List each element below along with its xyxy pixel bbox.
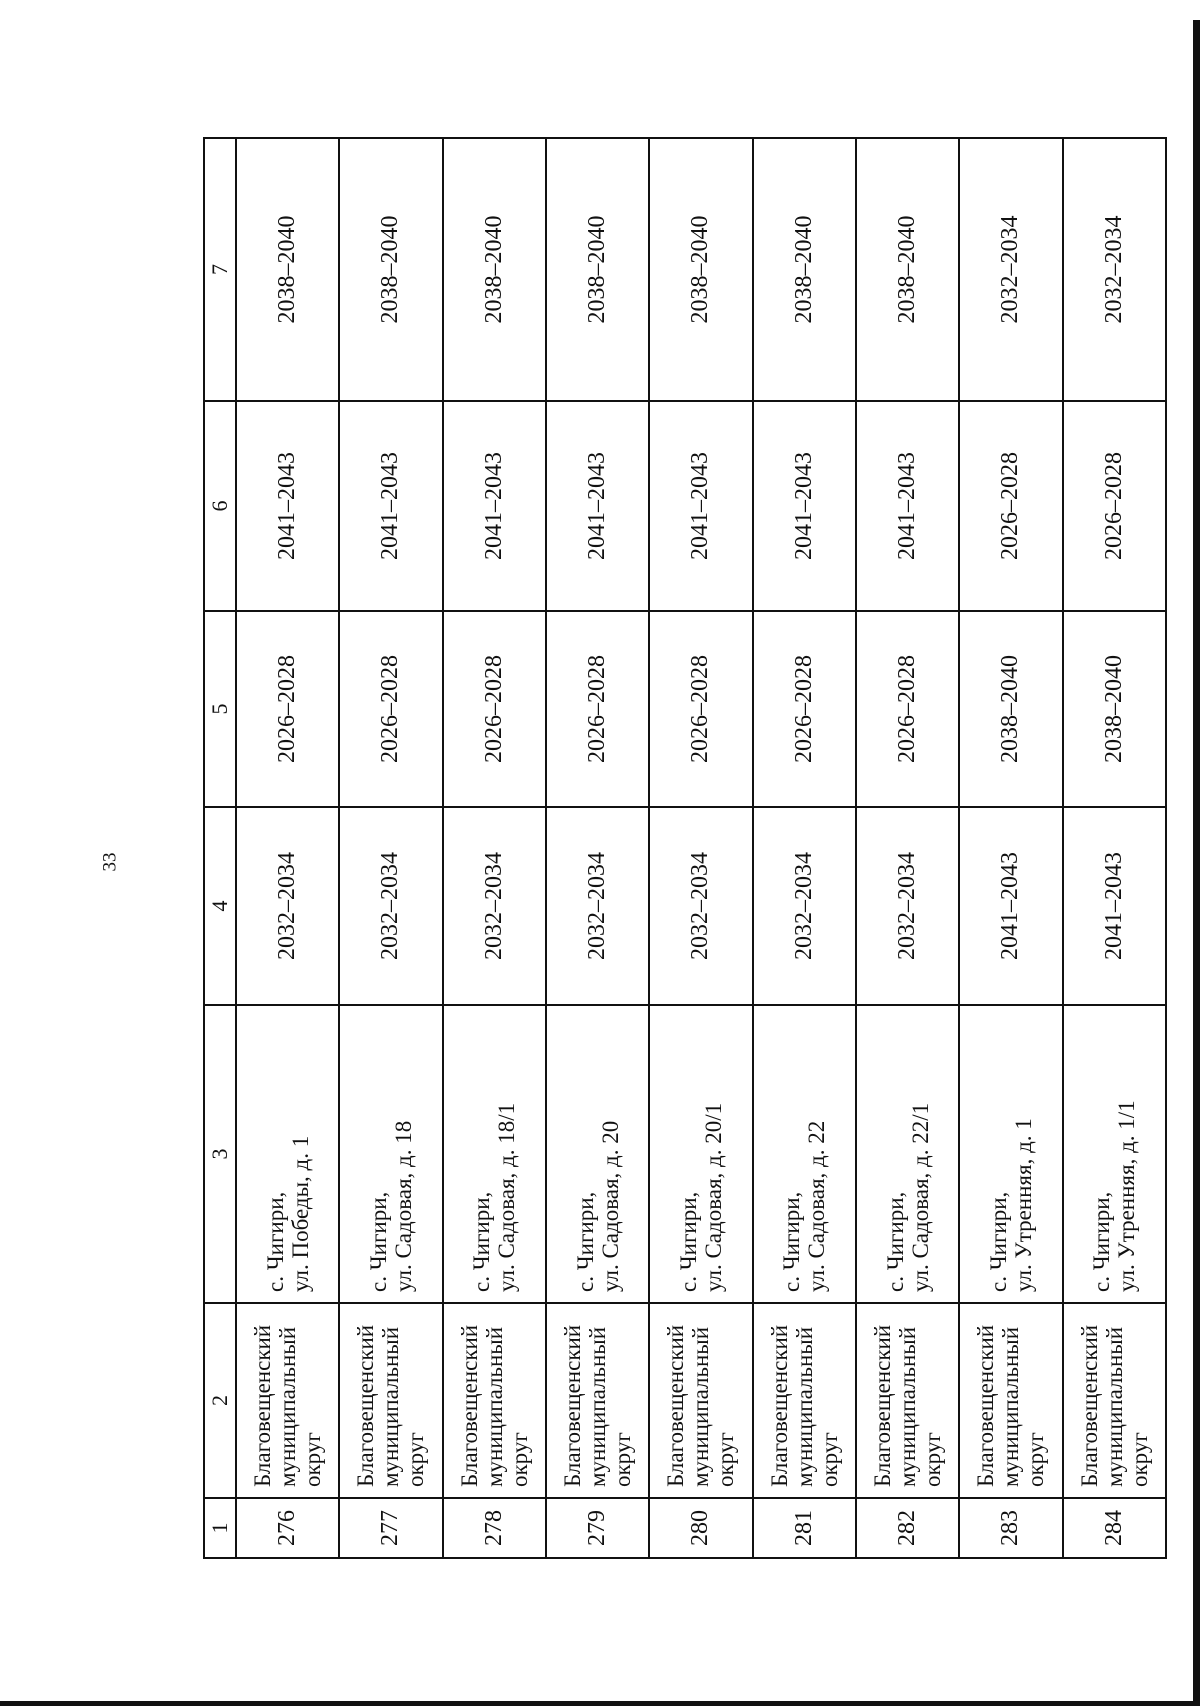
- address-line: ул. Садовая, д. 18/1: [494, 1102, 520, 1292]
- address-line: ул. Садовая, д. 20: [597, 1120, 623, 1292]
- table-row: [1063, 138, 1166, 1558]
- period-cell-col5: 2026–2028: [339, 611, 442, 807]
- district-line: муниципальный: [895, 1326, 921, 1487]
- district-line: муниципальный: [481, 1326, 507, 1487]
- column-header: 1: [204, 1498, 236, 1558]
- district-line: Благовещенский: [973, 1324, 999, 1487]
- address-cell: [443, 1005, 546, 1303]
- scan-edge-right: [1193, 20, 1200, 1706]
- period-cell-col6: 2041–2043: [339, 401, 442, 611]
- district-cell: [1063, 1303, 1166, 1498]
- district-line: муниципальный: [585, 1326, 611, 1487]
- district-line: Благовещенский: [766, 1324, 792, 1487]
- address-line: ул. Садовая, д. 22/1: [907, 1102, 933, 1292]
- district-line: муниципальный: [275, 1326, 301, 1487]
- period-cell-col4: 2032–2034: [443, 807, 546, 1005]
- column-header: 6: [204, 401, 236, 611]
- row-number-cell: 281: [753, 1498, 856, 1558]
- period-cell-col4: 2032–2034: [339, 807, 442, 1005]
- column-header: 5: [204, 611, 236, 807]
- district-line: Благовещенский: [560, 1324, 586, 1487]
- period-cell-col4: 2032–2034: [753, 807, 856, 1005]
- schedule-table-container: [203, 139, 1167, 1559]
- district-line: Благовещенский: [456, 1324, 482, 1487]
- table-row: [339, 138, 442, 1558]
- period-cell-col5: 2026–2028: [753, 611, 856, 807]
- period-cell-col6: 2041–2043: [649, 401, 752, 611]
- address-cell: [649, 1005, 752, 1303]
- row-number-cell: 278: [443, 1498, 546, 1558]
- table-row: [753, 138, 856, 1558]
- period-cell-col6: 2026–2028: [1063, 401, 1166, 611]
- district-cell: [959, 1303, 1062, 1498]
- period-cell-col6: 2041–2043: [443, 401, 546, 611]
- page-number: 33: [99, 852, 121, 872]
- address-line: с. Чигири,: [779, 1191, 805, 1292]
- address-line: с. Чигири,: [469, 1191, 495, 1292]
- period-cell-col5: 2026–2028: [649, 611, 752, 807]
- district-line: округ: [920, 1432, 946, 1487]
- period-cell-col5: 2026–2028: [443, 611, 546, 807]
- row-number-cell: 283: [959, 1498, 1062, 1558]
- column-header: 3: [204, 1005, 236, 1303]
- header-row: [204, 138, 236, 1558]
- address-line: с. Чигири,: [675, 1191, 701, 1292]
- address-line: с. Чигири,: [365, 1191, 391, 1292]
- district-line: Благовещенский: [1076, 1324, 1102, 1487]
- district-line: округ: [610, 1432, 636, 1487]
- address-cell: [236, 1005, 339, 1303]
- address-line: с. Чигири,: [985, 1191, 1011, 1292]
- table-row: [546, 138, 649, 1558]
- address-line: с. Чигири,: [1089, 1191, 1115, 1292]
- period-cell-col4: 2041–2043: [959, 807, 1062, 1005]
- district-line: муниципальный: [378, 1326, 404, 1487]
- district-line: муниципальный: [998, 1326, 1024, 1487]
- address-line: ул. Садовая, д. 20/1: [700, 1102, 726, 1292]
- period-cell-col7: 2032–2034: [959, 138, 1062, 401]
- district-cell: [546, 1303, 649, 1498]
- address-line: ул. Утренняя, д. 1/1: [1114, 1100, 1140, 1292]
- district-line: округ: [300, 1432, 326, 1487]
- address-line: ул. Утренняя, д. 1: [1010, 1118, 1036, 1292]
- address-cell: [753, 1005, 856, 1303]
- row-number-cell: 277: [339, 1498, 442, 1558]
- table-row: [959, 138, 1062, 1558]
- table-row: [443, 138, 546, 1558]
- period-cell-col7: 2038–2040: [753, 138, 856, 401]
- period-cell-col6: 2026–2028: [959, 401, 1062, 611]
- period-cell-col4: 2032–2034: [546, 807, 649, 1005]
- period-cell-col4: 2032–2034: [649, 807, 752, 1005]
- row-number-cell: 284: [1063, 1498, 1166, 1558]
- column-header: 7: [204, 138, 236, 401]
- address-line: ул. Садовая, д. 22: [804, 1120, 830, 1292]
- period-cell-col5: 2026–2028: [856, 611, 959, 807]
- address-line: ул. Победы, д. 1: [287, 1135, 313, 1292]
- district-line: Благовещенский: [353, 1324, 379, 1487]
- period-cell-col6: 2041–2043: [546, 401, 649, 611]
- period-cell-col7: 2038–2040: [339, 138, 442, 401]
- district-line: муниципальный: [791, 1326, 817, 1487]
- row-number-cell: 282: [856, 1498, 959, 1558]
- district-line: округ: [506, 1432, 532, 1487]
- table-body: [236, 138, 1166, 1558]
- district-cell: [649, 1303, 752, 1498]
- address-cell: [959, 1005, 1062, 1303]
- row-number-cell: 280: [649, 1498, 752, 1558]
- district-cell: [236, 1303, 339, 1498]
- period-cell-col6: 2041–2043: [236, 401, 339, 611]
- district-cell: [753, 1303, 856, 1498]
- district-cell: [856, 1303, 959, 1498]
- period-cell-col5: 2038–2040: [1063, 611, 1166, 807]
- district-line: округ: [403, 1432, 429, 1487]
- row-number-cell: 276: [236, 1498, 339, 1558]
- period-cell-col5: 2026–2028: [236, 611, 339, 807]
- column-header: 2: [204, 1303, 236, 1498]
- district-line: Благовещенский: [870, 1324, 896, 1487]
- address-line: ул. Садовая, д. 18: [390, 1120, 416, 1292]
- district-cell: [443, 1303, 546, 1498]
- table-row: [856, 138, 959, 1558]
- period-cell-col7: 2038–2040: [856, 138, 959, 401]
- address-cell: [1063, 1005, 1166, 1303]
- district-line: округ: [713, 1432, 739, 1487]
- period-cell-col7: 2032–2034: [1063, 138, 1166, 401]
- address-line: с. Чигири,: [572, 1191, 598, 1292]
- table-row: [236, 138, 339, 1558]
- district-line: Благовещенский: [663, 1324, 689, 1487]
- address-cell: [856, 1005, 959, 1303]
- district-line: муниципальный: [1101, 1326, 1127, 1487]
- period-cell-col5: 2038–2040: [959, 611, 1062, 807]
- schedule-table: [203, 137, 1167, 1559]
- column-header: 4: [204, 807, 236, 1005]
- district-line: округ: [816, 1432, 842, 1487]
- period-cell-col7: 2038–2040: [236, 138, 339, 401]
- period-cell-col4: 2041–2043: [1063, 807, 1166, 1005]
- period-cell-col7: 2038–2040: [443, 138, 546, 401]
- address-cell: [339, 1005, 442, 1303]
- district-line: округ: [1126, 1432, 1152, 1487]
- scan-edge-bottom: [0, 1701, 1200, 1706]
- table-row: [649, 138, 752, 1558]
- period-cell-col4: 2032–2034: [236, 807, 339, 1005]
- address-cell: [546, 1005, 649, 1303]
- period-cell-col6: 2041–2043: [753, 401, 856, 611]
- district-line: муниципальный: [688, 1326, 714, 1487]
- period-cell-col5: 2026–2028: [546, 611, 649, 807]
- district-line: округ: [1023, 1432, 1049, 1487]
- address-line: с. Чигири,: [882, 1191, 908, 1292]
- district-cell: [339, 1303, 442, 1498]
- period-cell-col4: 2032–2034: [856, 807, 959, 1005]
- address-line: с. Чигири,: [262, 1191, 288, 1292]
- period-cell-col7: 2038–2040: [546, 138, 649, 401]
- period-cell-col7: 2038–2040: [649, 138, 752, 401]
- row-number-cell: 279: [546, 1498, 649, 1558]
- district-line: Благовещенский: [250, 1324, 276, 1487]
- period-cell-col6: 2041–2043: [856, 401, 959, 611]
